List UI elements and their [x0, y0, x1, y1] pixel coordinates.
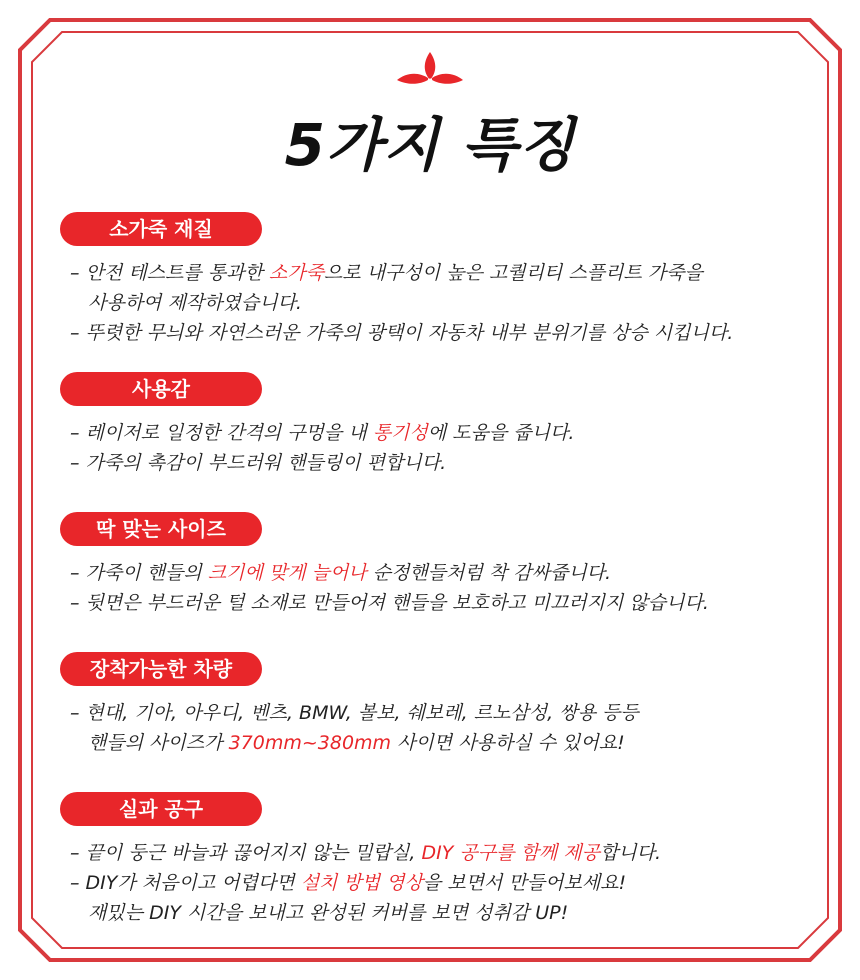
- section-label-badge: 사용감: [60, 372, 262, 406]
- description-line: [70, 838, 820, 868]
- description-text: 합니다.: [599, 842, 662, 864]
- description-line: [70, 558, 820, 588]
- section-description: [70, 258, 820, 348]
- description-text: – 현대, 기아, 아우디, 벤츠, BMW, 볼보, 쉐보레, 르노삼성, 쌍용 등등: [70, 702, 639, 724]
- description-line: [70, 898, 820, 928]
- highlighted-text: DIY 공구를 함께 제공: [421, 842, 600, 864]
- description-line: [70, 258, 820, 288]
- section-label-badge: 실과 공구: [60, 792, 262, 826]
- description-text: – DIY가 처음이고 어렵다면: [70, 872, 301, 894]
- red-flower-emblem-icon: [395, 50, 465, 90]
- description-line: [70, 868, 820, 898]
- description-line: [70, 448, 820, 478]
- description-text: – 뒷면은 부드러운 털 소재로 만들어져 핸들을 보호하고 미끄러지지 않습니다.: [70, 592, 709, 614]
- description-text: – 레이저로 일정한 간격의 구멍을 내: [70, 422, 373, 444]
- section-description: [70, 418, 820, 478]
- description-line: [70, 288, 820, 318]
- page-title: 5가지 특징: [284, 111, 576, 179]
- section-label-badge: 장착가능한 차량: [60, 652, 262, 686]
- description-text: 을 보면서 만들어보세요!: [422, 872, 627, 894]
- description-line: [70, 418, 820, 448]
- description-line: [70, 318, 820, 348]
- description-text: 순정핸들처럼 착 감싸줍니다.: [366, 562, 612, 584]
- description-text: 으로 내구성이 높은 고퀄리티 스플리트 가죽을: [323, 262, 703, 284]
- section-description: [70, 838, 820, 928]
- section-label-badge: 딱 맞는 사이즈: [60, 512, 262, 546]
- description-text: – 가죽의 촉감이 부드러워 핸들링이 편합니다.: [70, 452, 447, 474]
- description-text: 재밌는 DIY 시간을 보내고 완성된 커버를 보면 성취감 UP!: [88, 902, 569, 924]
- highlighted-text: 소가죽: [268, 262, 324, 284]
- description-text: 에 도움을 줍니다.: [427, 422, 575, 444]
- section-label-badge: 소가죽 재질: [60, 212, 262, 246]
- highlighted-text: 통기성: [372, 422, 428, 444]
- description-line: [70, 698, 820, 728]
- highlighted-text: 크기에 맞게 늘어나: [207, 562, 367, 584]
- description-text: – 가죽이 핸들의: [70, 562, 208, 584]
- section-description: [70, 558, 820, 618]
- section-description: [70, 698, 820, 758]
- description-line: [70, 588, 820, 618]
- description-text: – 안전 테스트를 통과한: [70, 262, 269, 284]
- description-line: [70, 728, 820, 758]
- description-text: 사이면 사용하실 수 있어요!: [391, 732, 625, 754]
- description-text: 사용하여 제작하였습니다.: [88, 292, 302, 314]
- description-text: – 끝이 둥근 바늘과 끊어지지 않는 밀랍실,: [70, 842, 422, 864]
- highlighted-text: 설치 방법 영상: [300, 872, 423, 894]
- highlighted-text: 370mm~380mm: [228, 732, 392, 754]
- description-text: 핸들의 사이즈가: [88, 732, 229, 754]
- description-text: – 뚜렷한 무늬와 자연스러운 가죽의 광택이 자동차 내부 분위기를 상승 시킵니다.: [70, 322, 734, 344]
